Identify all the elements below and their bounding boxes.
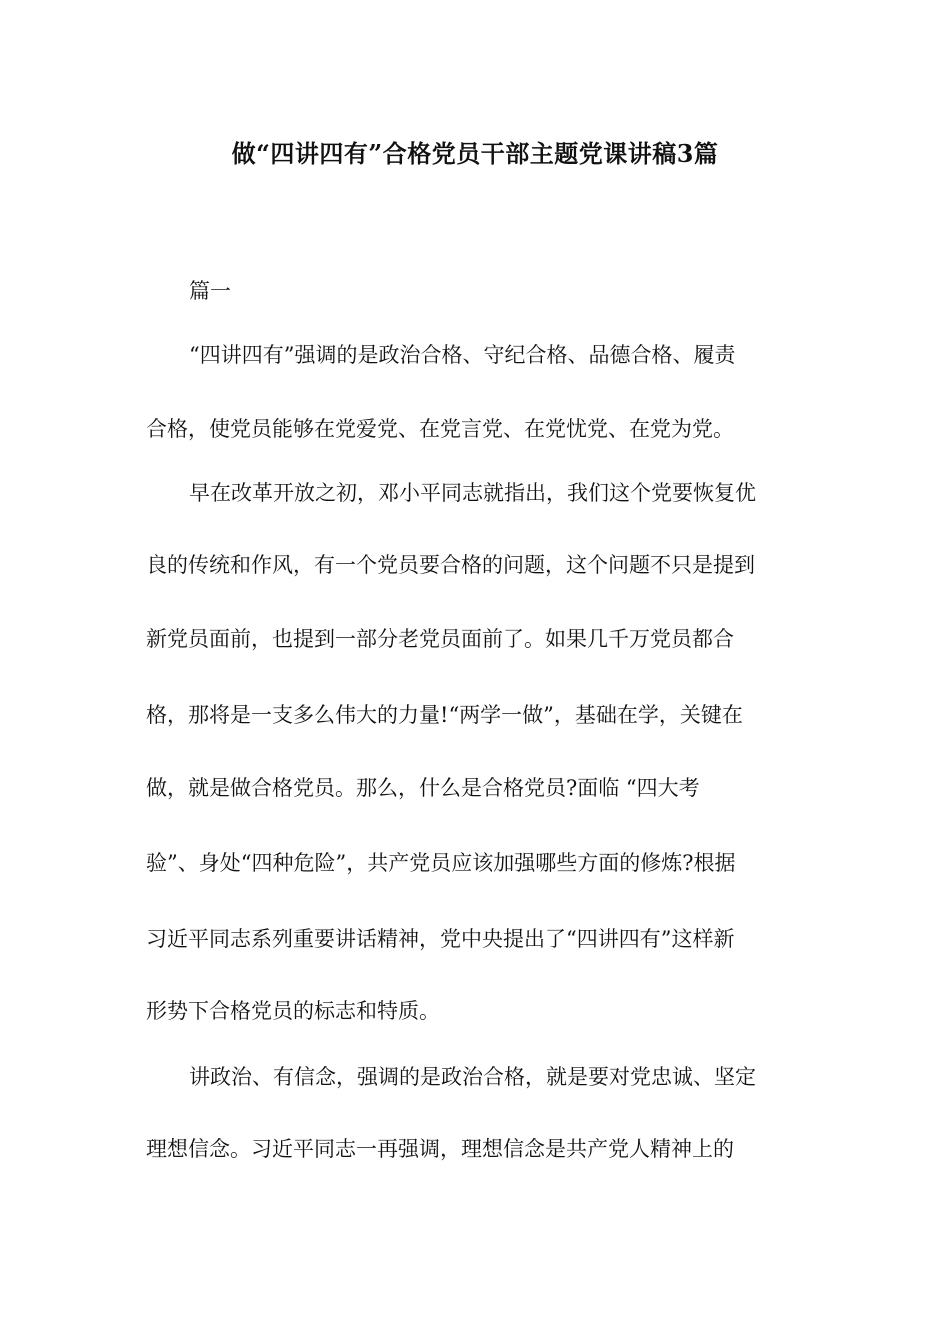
paragraph-line: 验”、身处“四种危险”，共产党员应该加强哪些方面的修炼?根据 — [146, 851, 736, 875]
paragraph-line: 形势下合格党员的标志和特质。 — [146, 999, 440, 1023]
paragraph-line: 习近平同志系列重要讲话精神，党中央提出了“四讲四有”这样新 — [146, 927, 735, 951]
paragraph-line: 讲政治、有信念，强调的是政治合格，就是要对党忠诚、坚定 — [189, 1065, 756, 1089]
section-heading: 篇一 — [189, 279, 231, 303]
paragraph-line: 早在改革开放之初，邓小平同志就指出，我们这个党要恢复优 — [189, 481, 756, 505]
paragraph-line: 合格，使党员能够在党爱党、在党言党、在党忧党、在党为党。 — [146, 417, 734, 441]
paragraph-line: 新党员面前，也提到一部分老党员面前了。如果几千万党员都合 — [146, 627, 734, 651]
paragraph-line: 做，就是做合格党员。那么，什么是合格党员?面临 “四大考 — [146, 776, 700, 800]
paragraph-line: 格，那将是一支多么伟大的力量!“两学一做”，基础在学，关键在 — [146, 703, 743, 727]
paragraph-line: “四讲四有”强调的是政治合格、守纪合格、品德合格、履责 — [189, 343, 736, 367]
paragraph-line: 理想信念。习近平同志一再强调，理想信念是共产党人精神上的 — [146, 1137, 734, 1161]
document-title: 做“四讲四有”合格党员干部主题党课讲稿3篇 — [231, 139, 719, 168]
paragraph-line: 良的传统和作风，有一个党员要合格的问题，这个问题不只是提到 — [146, 553, 755, 577]
